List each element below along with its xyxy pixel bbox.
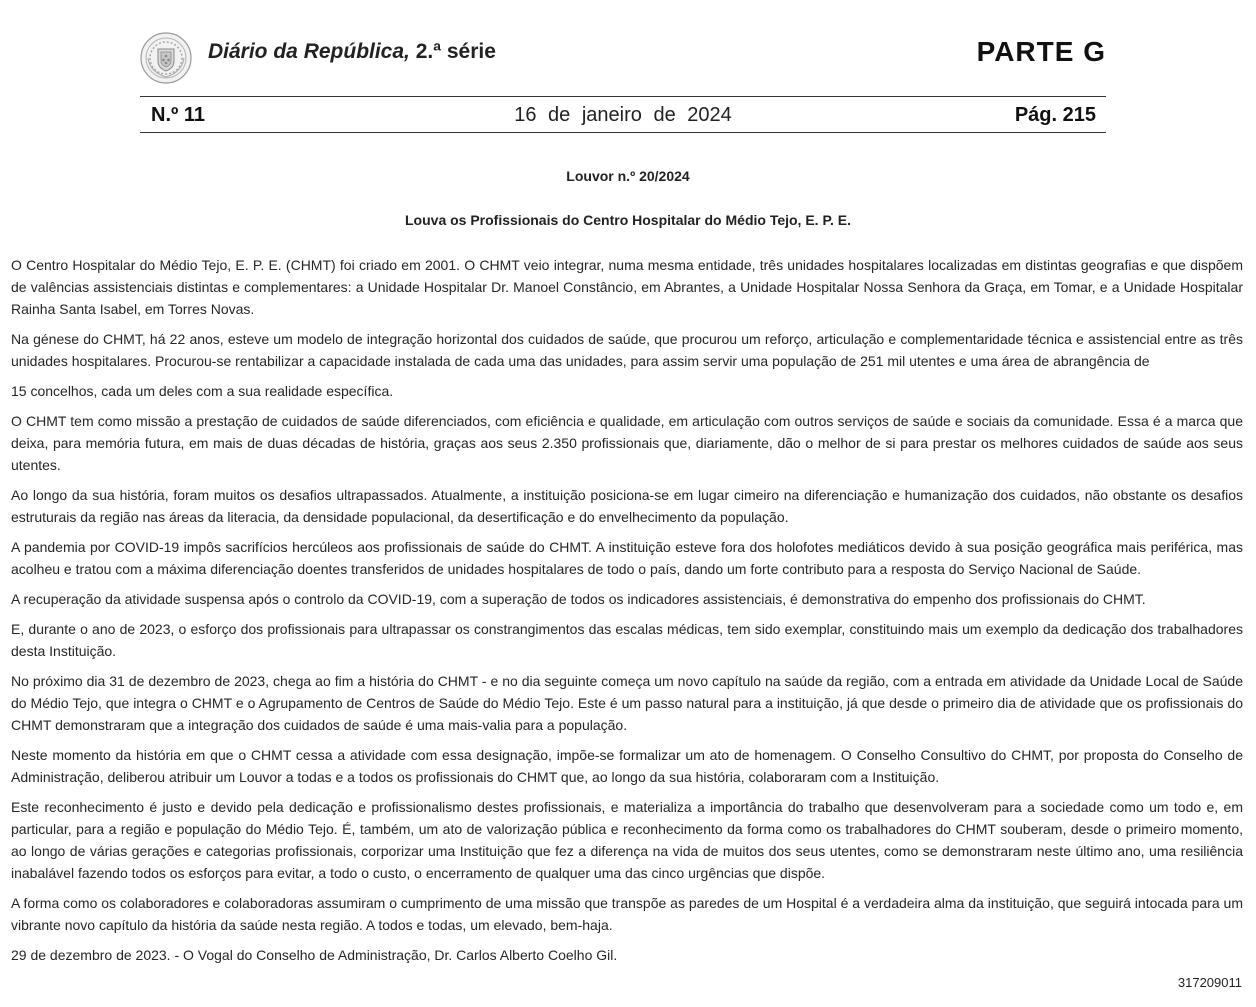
journal-header (140, 30, 1106, 86)
paragraph: A recuperação da atividade suspensa após o controlo da COVID-19, com a superação de todos os indicadores assistenciais, é demonstrativa do empenho dos profissionais do CHMT. (11, 591, 1146, 607)
signature-paragraph: 29 de dezembro de 2023. - O Vogal do Conselho de Administração, Dr. Carlos Alberto Coelho Gil. (11, 947, 618, 963)
paragraph: O CHMT tem como missão a prestação de cuidados de saúde diferenciados, com eficiência e qualidade, em articulação com outros serviços de saúde e sociais da comunidade. Essa é a marca que deixa, para memória futura, em mais de duas décadas de história, graças aos seus 2.350 profissionais que, diariamente, dão o melhor de si para prestar os melhores cuidados de saúde aos seus utentes. (11, 413, 1243, 473)
paragraph: E, durante o ano de 2023, o esforço dos profissionais para ultrapassar os constrangimentos das escalas médicas, tem sido exemplar, constituindo mais um exemplo da dedicação dos trabalhadores desta Instituição. (11, 621, 1243, 659)
paragraph: Este reconhecimento é justo e devido pela dedicação e profissionalismo destes profissionais, e materializa a importância do trabalho que desenvolveram para a sociedade como um todo e, em particular, para a região e população do Médio Tejo. É, também, um ato de valorização pública e reconhecimento da forma como os trabalhadores do CHMT souberam, desde o primeiro momento, ao longo de várias gerações e categorias profissionais, corporizar uma Instituição que fez a diferença na vida de muitos dos seus utentes, como se demonstraram neste último ano, uma resiliência inabalável fazendo todos os esforços para evitar, a todo o custo, o encerramento de qualquer uma das cinco urgências que dispõe. (11, 799, 1243, 881)
paragraph: A forma como os colaboradores e colaboradoras assumiram o cumprimento de uma missão que transpõe as paredes de um Hospital é a verdadeira alma da instituição, que seguirá intocada para um vibrante novo capítulo da história da saúde nesta região. A todos e todas, um elevado, bem-haja. (11, 895, 1243, 933)
louvor-number: Louvor n.º 20/2024 (566, 168, 690, 184)
republic-emblem-icon (140, 32, 192, 84)
paragraph: Na génese do CHMT, há 22 anos, esteve um modelo de integração horizontal dos cuidados de saúde, que procurou um reforço, articulação e complementaridade técnica e assistencial entre as três unidades hospitalares. Procurou-se rentabilizar a capacidade instalada de cada uma das unidades, para assim servir uma população de 251 mil utentes e uma área de abrangência de (11, 331, 1243, 369)
section-label: PARTE G (976, 36, 1106, 67)
issue-page: Pág. 215 (1014, 104, 1096, 126)
issue-number: N.º 11 (151, 104, 206, 126)
document-id: 317209011 (1177, 975, 1242, 990)
paragraph: Neste momento da história em que o CHMT cessa a atividade com essa designação, impõe-se formalizar um ato de homenagem. O Conselho Consultivo do CHMT, por proposta do Conselho de Administração, deliberou atribuir um Louvor a todas e a todos os profissionais do CHMT que, ao longo da sua história, colaboraram com a Instituição. (11, 747, 1243, 785)
journal-name: Diário da República, (208, 40, 410, 63)
document-body (11, 254, 1243, 974)
paragraph: A pandemia por COVID-19 impôs sacrifícios hercúleos aos profissionais de saúde do CHMT. A instituição esteve fora dos holofotes mediáticos devido à sua posição geográfica mais periférica, mas acolheu e tratou com a máxima diferenciação doentes transferidos de unidades hospitalares de todo o país, dando um forte contributo para a resposta do Serviço Nacional de Saúde. (11, 539, 1243, 577)
issue-date: 16 de janeiro de 2024 (514, 104, 732, 126)
paragraph: Ao longo da sua história, foram muitos os desafios ultrapassados. Atualmente, a instituição posiciona-se em lugar cimeiro na diferenciação e humanização dos cuidados, não obstante os desafios estruturais da região nas áreas da literacia, da densidade populacional, da desertificação e do envelhecimento da população. (11, 487, 1243, 525)
journal-title (208, 40, 496, 64)
louvor-title: Louva os Profissionais do Centro Hospitalar do Médio Tejo, E. P. E. (405, 212, 851, 228)
paragraph: No próximo dia 31 de dezembro de 2023, chega ao fim a história do CHMT - e no dia seguinte começa um novo capítulo na saúde da região, com a entrada em atividade da Unidade Local de Saúde do Médio Tejo, que integra o CHMT e o Agrupamento de Centros de Saúde do Médio Tejo. Este é um passo natural para a instituição, já que desde o primeiro dia de atividade que os profissionais do CHMT demonstraram que a integração dos cuidados de saúde é uma mais-valia para a população. (11, 673, 1243, 733)
journal-series: 2.ª série (415, 40, 496, 63)
issue-bar (140, 96, 1106, 133)
paragraph: O Centro Hospitalar do Médio Tejo, E. P. E. (CHMT) foi criado em 2001. O CHMT veio integrar, numa mesma entidade, três unidades hospitalares localizadas em distintas geografias e que dispõem de valências assistenciais distintas e complementares: a Unidade Hospitalar Dr. Manoel Constâncio, em Abrantes, a Unidade Hospitalar Nossa Senhora da Graça, em Tomar, e a Unidade Hospitalar Rainha Santa Isabel, em Torres Novas. (11, 257, 1243, 317)
paragraph: 15 concelhos, cada um deles com a sua realidade específica. (11, 383, 394, 399)
